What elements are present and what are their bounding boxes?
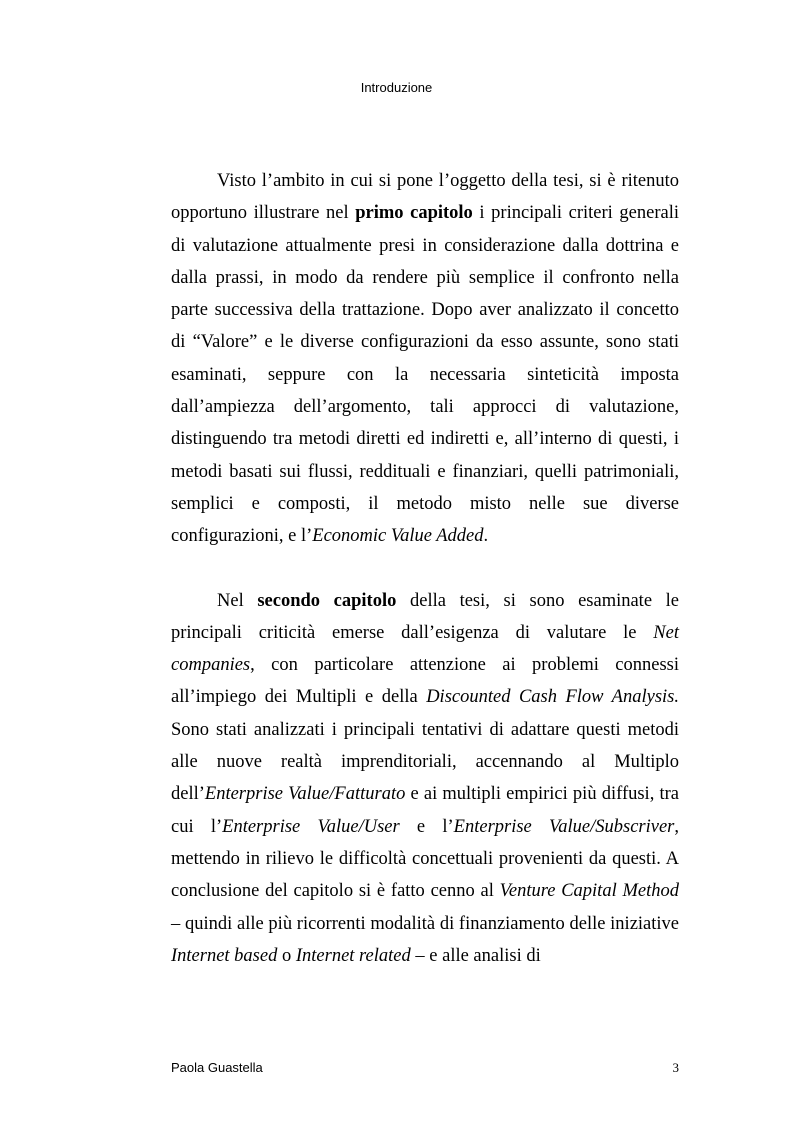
running-header: Introduzione bbox=[360, 80, 433, 95]
italic-run: Internet based bbox=[171, 945, 278, 966]
text-run: della tesi, si sono esaminate le principali criticità emerse dall’esigenza di valutare le bbox=[171, 590, 680, 643]
text-run: . bbox=[483, 526, 489, 547]
text-run: Sono stati analizzati i principali tentativi di adattare questi metodi alle nuove realtà imprenditoriali, accennando al Multiplo dell’ bbox=[171, 719, 679, 805]
page-number: 3 bbox=[672, 1060, 679, 1075]
text-run: e l’ bbox=[399, 816, 454, 837]
bold-run: secondo capitolo bbox=[257, 590, 397, 611]
paragraph-1 bbox=[171, 165, 679, 553]
italic-run: Internet related bbox=[295, 945, 411, 966]
text-run: – quindi alle più ricorrenti modalità di finanziamento delle iniziative bbox=[171, 913, 679, 934]
italic-run: Economic Value Added bbox=[312, 526, 484, 547]
text-run: – e alle analisi di bbox=[410, 945, 541, 966]
italic-run: Enterprise Value/User bbox=[222, 816, 400, 837]
text-run: , mettendo in rilievo le difficoltà concettuali provenienti da questi. A conclusione del capitolo si è fatto cenno al bbox=[171, 816, 679, 902]
italic-run: Discounted Cash Flow Analysis. bbox=[426, 687, 679, 708]
text-run: e ai multipli empirici più diffusi, tra cui l’ bbox=[171, 784, 679, 837]
italic-run: Enterprise Value/Fatturato bbox=[204, 784, 406, 805]
italic-run: Enterprise Value/Subscriver bbox=[453, 816, 675, 837]
italic-run: Venture Capital Method bbox=[499, 881, 679, 902]
body-text bbox=[171, 165, 679, 972]
text-run: , con particolare attenzione ai problemi connessi all’impiego dei Multipli e della bbox=[171, 655, 679, 708]
footer-author: Paola Guastella bbox=[171, 1060, 263, 1075]
text-run: Nel bbox=[217, 590, 258, 611]
text-run: Visto l’ambito in cui si pone l’oggetto della tesi, si è ritenuto opportuno illustrare nel bbox=[171, 171, 679, 224]
bold-run: primo capitolo bbox=[355, 203, 473, 224]
italic-run: Net companies bbox=[171, 622, 679, 676]
text-run: o bbox=[277, 945, 296, 966]
text-run: i principali criteri generali di valutazione attualmente presi in considerazione dalla dottrina e dalla prassi, in modo da rendere più semplice il confronto nella parte successiva della trattazione. Dopo aver analizzato il concetto di “Valore” e le diverse configurazioni da esso assunte, sono stati esaminati, seppure con la necessaria sinteticità imposta dall’ampiezza dell’argomento, tali approcci di valutazione, distinguendo tra metodi diretti ed indiretti e, all’interno di questi, i metodi basati sui flussi, reddituali e finanziari, quelli patrimoniali, semplici e composti, il metodo misto nelle sue diverse configurazioni, e l’ bbox=[171, 203, 679, 547]
paragraph-2 bbox=[171, 585, 679, 973]
